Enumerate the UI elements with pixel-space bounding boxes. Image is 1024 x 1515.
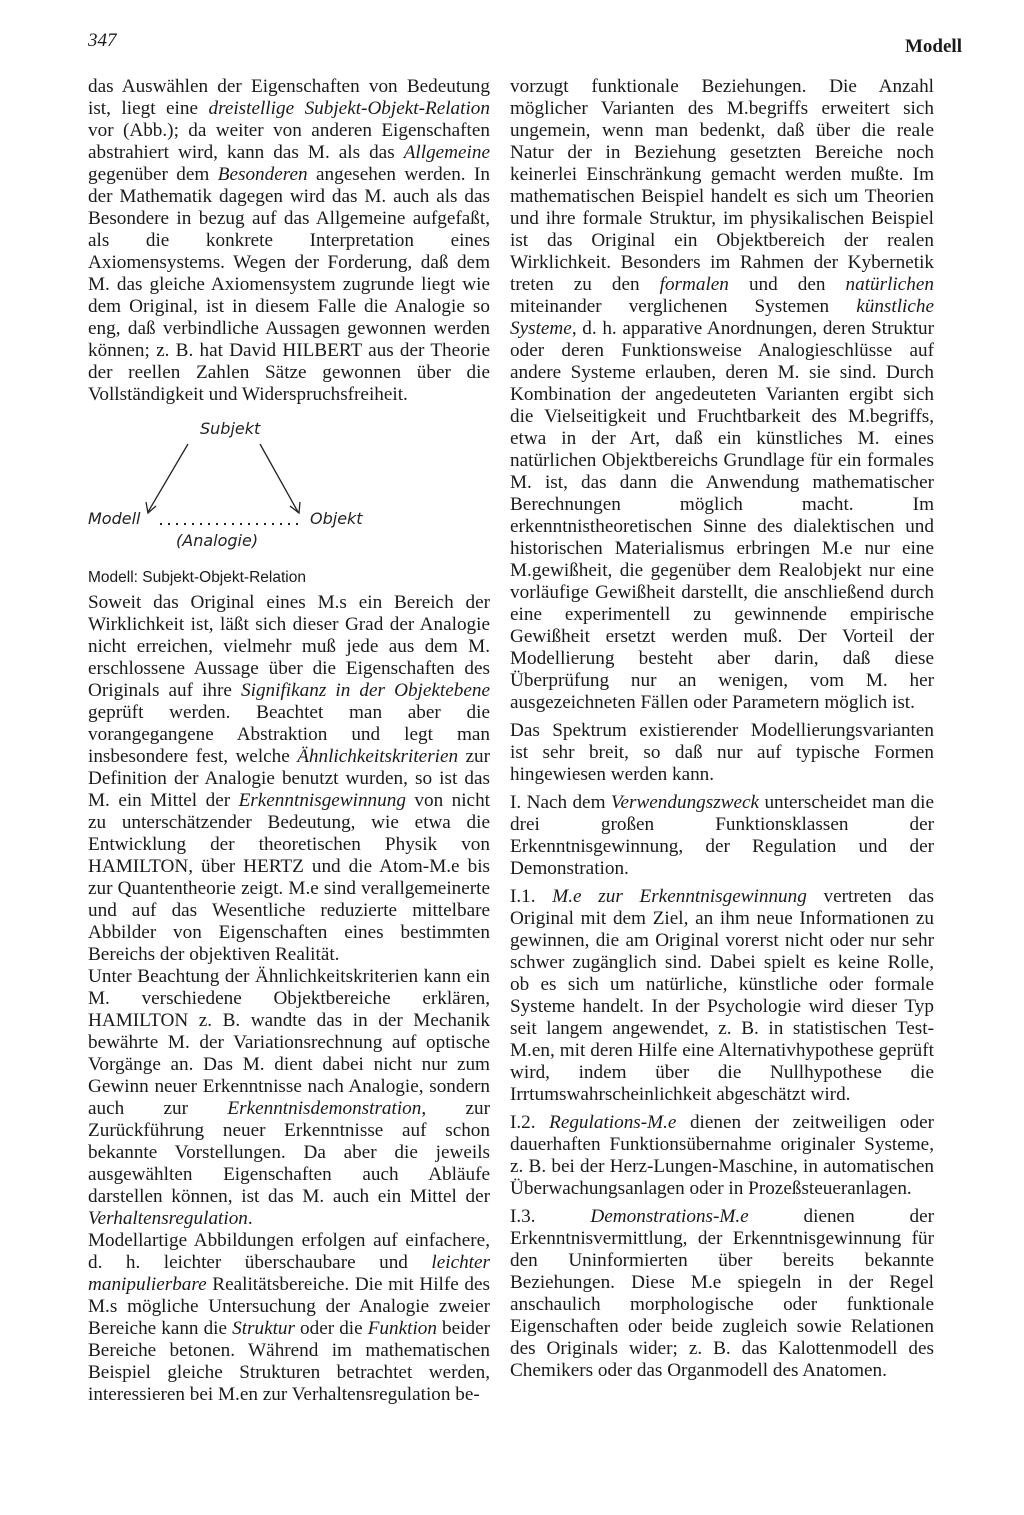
emphasized-term: Funktion bbox=[367, 1318, 437, 1339]
paragraph bbox=[88, 592, 490, 966]
emphasized-term: Allgemeine bbox=[403, 142, 490, 163]
text-run: zur Definition der Analogie benutzt wurden, so ist das M. ein Mittel der bbox=[88, 746, 490, 811]
paragraph bbox=[88, 1230, 490, 1406]
text-run: I.3. bbox=[510, 1206, 591, 1227]
emphasized-term: Erkenntnisdemonstration bbox=[227, 1098, 422, 1119]
text-run: . bbox=[247, 1208, 253, 1229]
text-run: von nicht zu unterschätzender Bedeutung, wie etwa die Entwicklung der theoretischen Physik von HAMILTON, über HERTZ und die Atom-M.e bis zur Quantentheorie zeigt. M.e sind verallgemeinerte und auf das Wesentliche reduzierte mittelbare Abbilder von Eigenschaften eines bestimmten Bereichs der objektiven Realität. bbox=[88, 790, 491, 965]
text-run: Soweit das Original eines M.s ein Bereich der Wirklichkeit ist, läßt sich dieser Grad der Analogie nicht erreichen, vielmehr muß jede aus dem M. erschlossene Aussage über die Eigenschaften des Originals auf ihre bbox=[88, 592, 490, 701]
paragraph bbox=[510, 792, 934, 880]
text-run: , d. h. apparative Anordnungen, deren Struktur oder deren Funktionsweise Analogieschlüsse auf andere Systeme erlauben, deren M. sie sind. Durch Kombination der angedeuteten Varianten ergibt sich die Vielseitigkeit und Fruchtbarkeit des M.begriffs, etwa in der Art, daß ein künstliches M. eines natürlichen Objektbereichs Grundlage für ein formales M. ist, das dann die Anwendung mathematischer Berechnungen möglich macht. Im erkenntnistheoretischen Sinne des dialektischen und historischen Materialismus erbringen M.e nur eine M.gewißheit, die gegenüber dem Realobjekt nur eine vorläufige Gewißheit darstellt, die anschließend durch eine experimentell zu gewinnende empirische Gewißheit ersetzt werden muß. Der Vorteil der Modellierung besteht aber darin, daß diese Überprüfung nur an wenigen, vom M. her ausgezeichneten Fällen oder Parametern möglich ist. bbox=[510, 318, 934, 713]
emphasized-term: Ähnlichkeitskriterien bbox=[297, 746, 459, 767]
emphasized-term: natürlichen bbox=[845, 274, 934, 295]
text-run: I.2. bbox=[510, 1112, 550, 1133]
text-run: angesehen werden. In der Mathematik dagegen wird das M. auch als das Besondere in bezug auf das Allgemeine aufgefaßt, als die konkrete Interpretation eines Axiomensystems. Wegen der Forderung, daß dem M. das gleiche Axiomensystem zugrunde liegt wie dem Original, ist in diesem Falle die Analogie so eng, daß verbindliche Aussagen gewonnen werden können; z. B. hat David HILBERT aus der Theorie der reellen Zahlen Sätze gewonnen über die Vollständigkeit und Widerspruchsfreiheit. bbox=[88, 164, 490, 405]
figure-caption: Modell: Subjekt-Objekt-Relation bbox=[88, 569, 306, 586]
paragraph bbox=[510, 76, 934, 714]
text-run: oder die bbox=[295, 1318, 368, 1339]
diagram-label-analogie: (Analogie) bbox=[176, 531, 259, 550]
subjekt-objekt-diagram bbox=[88, 416, 490, 566]
text-run: gegenüber dem bbox=[88, 164, 218, 185]
text-run: Modellartige Abbildungen erfolgen auf einfachere, d. h. leichter überschaubare und bbox=[88, 1230, 490, 1273]
emphasized-term: Erkenntnisgewinnung bbox=[238, 790, 406, 811]
emphasized-term: Verwendungszweck bbox=[610, 792, 760, 813]
emphasized-term: leichter manipulierbare bbox=[88, 1252, 490, 1295]
text-run: dienen der zeitweiligen oder dauerhaften Funktionsübernahme originaler Systeme, z. B. bei der Herz-Lungen-Maschine, in automatischen Überwachungsanlagen oder in Prozeßsteueranlagen. bbox=[510, 1112, 934, 1199]
emphasized-term: M.e zur Erkenntnisgewinnung bbox=[552, 886, 807, 907]
running-head: Modell bbox=[905, 36, 962, 57]
text-run: das Auswählen der Eigenschaften von Bedeutung ist, liegt eine bbox=[88, 76, 490, 119]
text-run: Das Spektrum existierender Modellierungsvarianten ist sehr breit, so daß nur auf typische Formen hingewiesen werden kann. bbox=[510, 720, 934, 785]
arrow-to-modell bbox=[148, 444, 188, 512]
emphasized-term: Regulations-M.e bbox=[549, 1112, 677, 1133]
paragraph bbox=[88, 76, 490, 406]
diagram-label-modell: Modell bbox=[88, 509, 141, 528]
left-column bbox=[88, 76, 490, 1406]
text-run: , zur Zurückführung neuer Erkenntnisse auf schon bekannte Vorstellungen. Da aber die jeweils ausgewählten Eigenschaften auch Abläufe darstellen können, ist das M. auch ein Mittel der bbox=[88, 1098, 490, 1207]
emphasized-term: künstliche Systeme bbox=[510, 296, 934, 339]
text-run: geprüft werden. Beachtet man aber die vorangegangene Abstraktion und legt man insbesondere fest, welche bbox=[88, 702, 490, 767]
text-run: unterscheidet man die drei großen Funktionsklassen der Erkenntnisgewinnung, der Regulation und der Demonstration. bbox=[510, 792, 934, 879]
text-run: Unter Beachtung der Ähnlichkeitskriterien kann ein M. verschiedene Objektbereiche erklären, HAMILTON z. B. wandte das in der Mechanik bewährte M. der Variationsrechnung auf optische Vorgänge an. Das M. dient dabei nicht nur zum Gewinn neuer Erkenntnisse nach Analogie, sondern auch zur bbox=[88, 966, 490, 1119]
text-run: dienen der Erkenntnisvermittlung, der Erkenntnisgewinnung für den Uninformierten über bereits bekannte Beziehungen. Diese M.e spiegeln in der Regel anschaulich morphologische oder funktionale Eigenschaften oder beide zugleich sowie Relationen des Originals wider; z. B. das Kalottenmodell des Chemikers oder das Organmodell des Anatomen. bbox=[510, 1206, 934, 1381]
emphasized-term: Besonderen bbox=[217, 164, 308, 185]
emphasized-term: dreistellige Subjekt-Objekt-Relation bbox=[208, 98, 490, 119]
emphasized-term: Verhaltensregulation bbox=[88, 1208, 248, 1229]
diagram-label-objekt: Objekt bbox=[310, 509, 363, 528]
paragraph bbox=[510, 1206, 934, 1382]
emphasized-term: Struktur bbox=[232, 1318, 295, 1339]
paragraph bbox=[510, 720, 934, 786]
text-run: Realitätsbereiche. Die mit Hilfe des M.s mögliche Untersuchung der Analogie zweier Bereiche kann die bbox=[88, 1274, 490, 1339]
paragraph bbox=[510, 1112, 934, 1200]
text-run: vorzugt funktionale Beziehungen. Die Anzahl möglicher Varianten des M.begriffs erweitert sich ungemein, wenn man bedenkt, daß über die reale Natur der in Beziehung gesetzten Bereiche noch keinerlei Einschränkung gemacht werden mußte. Im mathematischen Beispiel handelt es sich um Theorien und ihre formale Struktur, im physikalischen Beispiel ist das Original ein Objektbereich der realen Wirklichkeit. Besonders im Rahmen der Kybernetik treten zu den bbox=[510, 76, 934, 295]
text-run: beider Bereiche betonen. Während im mathematischen Beispiel gleiche Strukturen betrachtet werden, interessieren bei M.en zur Verhaltensregulation be- bbox=[88, 1318, 490, 1405]
text-run: I. Nach dem bbox=[510, 792, 611, 813]
text-run: miteinander verglichenen Systemen bbox=[510, 296, 857, 317]
emphasized-term: Demonstrations-M.e bbox=[590, 1206, 749, 1227]
text-run: und den bbox=[728, 274, 846, 295]
paragraph bbox=[88, 966, 490, 1230]
page-number: 347 bbox=[88, 30, 117, 51]
paragraph bbox=[510, 886, 934, 1106]
arrow-to-objekt bbox=[260, 444, 298, 512]
text-run: I.1. bbox=[510, 886, 553, 907]
emphasized-term: Signifikanz in der Objektebene bbox=[241, 680, 490, 701]
right-column bbox=[510, 76, 934, 1382]
text-run: vertreten das Original mit dem Ziel, an ihm neue Informationen zu gewinnen, die am Original vorerst nicht oder nur sehr schwer zugänglich sind. Dabei spielt es keine Rolle, ob es sich um natürliche, künstliche oder formale Systeme handelt. In der Psychologie wird dieser Typ seit langem angewendet, z. B. in statistischen Test-M.en, mit deren Hilfe eine Alternativhypothese geprüft wird, indem über die Nullhypothese die Irrtumswahrscheinlichkeit abgeschätzt wird. bbox=[510, 886, 934, 1105]
text-run: vor (Abb.); da weiter von anderen Eigenschaften abstrahiert wird, kann das M. als das bbox=[88, 120, 490, 163]
emphasized-term: formalen bbox=[659, 274, 729, 295]
diagram-label-subjekt: Subjekt bbox=[200, 419, 261, 438]
